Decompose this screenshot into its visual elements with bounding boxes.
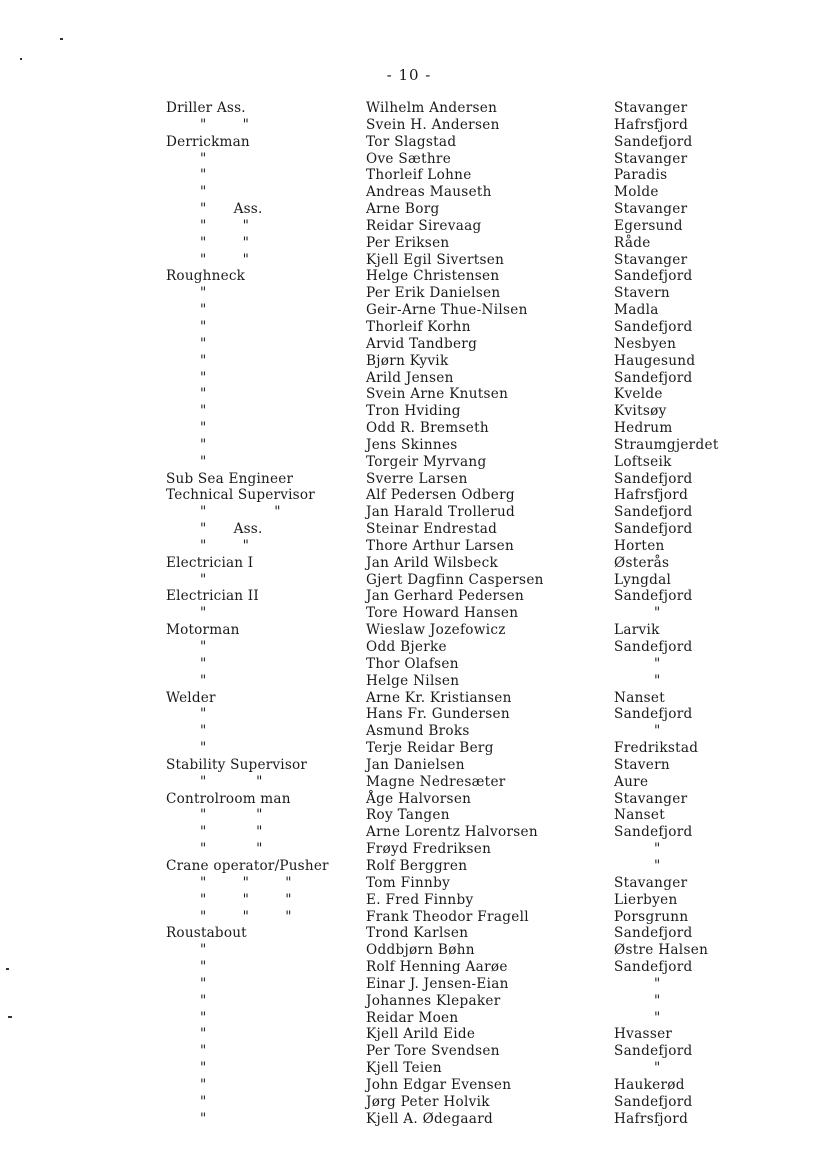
roster-role: ": [200, 150, 207, 167]
roster-place: Haukerød: [614, 1076, 685, 1093]
roster-name: Tor Slagstad: [366, 133, 457, 150]
roster-place: Sandefjord: [614, 588, 693, 605]
roster-role: " ": [200, 234, 250, 251]
roster-place: Sandefjord: [614, 318, 693, 335]
roster-name: Frank Theodor Fragell: [366, 908, 529, 925]
roster-role: " ": [200, 217, 250, 234]
roster-place: ": [654, 992, 661, 1009]
roster-row: [0, 134, 818, 151]
roster-place: Råde: [614, 234, 651, 251]
roster-role: ": [200, 1060, 207, 1077]
roster-place: Madla: [614, 302, 659, 319]
roster-place: Lierbyen: [614, 891, 678, 908]
scan-speck: [60, 38, 63, 40]
roster-role: ": [200, 655, 207, 672]
roster-place: Sandefjord: [614, 133, 693, 150]
roster-row: [0, 622, 818, 639]
roster-place: Sandefjord: [614, 268, 693, 285]
roster-role: ": [200, 571, 207, 588]
roster-role: Crane operator/Pusher: [166, 857, 329, 874]
roster-place: Nanset: [614, 807, 666, 824]
roster-role: ": [200, 706, 207, 723]
roster-row: [0, 706, 818, 723]
roster-name: Magne Nedresæter: [366, 773, 506, 790]
roster-role: Sub Sea Engineer: [166, 470, 294, 487]
roster-row: [0, 235, 818, 252]
roster-place: Hafrsfjord: [614, 1110, 689, 1127]
roster-role: Roughneck: [166, 268, 246, 285]
roster-role: ": [200, 184, 207, 201]
roster-place: Lyngdal: [614, 571, 672, 588]
roster-row: [0, 353, 818, 370]
roster-role: ": [200, 352, 207, 369]
roster-name: Kjell A. Ødegaard: [366, 1110, 493, 1127]
roster-name: Thorleif Lohne: [366, 167, 472, 184]
roster-row: [0, 504, 818, 521]
roster-name: Odd R. Bremseth: [366, 420, 489, 437]
roster-row: [0, 1060, 818, 1077]
roster-role: " " ": [200, 874, 292, 891]
roster-role: " ": [200, 824, 263, 841]
roster-name: Kjell Teien: [366, 1060, 442, 1077]
roster-role: " ": [200, 537, 250, 554]
roster-role: ": [200, 605, 207, 622]
roster-row: [0, 167, 818, 184]
roster-role: ": [200, 1026, 207, 1043]
roster-role: Controlroom man: [166, 790, 291, 807]
roster-row: [0, 521, 818, 538]
roster-name: Per Tore Svendsen: [366, 1043, 500, 1060]
roster-place: Sandefjord: [614, 959, 693, 976]
roster-name: Wilhelm Andersen: [366, 100, 498, 116]
roster-place: Stavanger: [614, 201, 688, 218]
roster-place: Porsgrunn: [614, 908, 689, 925]
roster-place: Stavanger: [614, 790, 688, 807]
roster-place: ": [654, 857, 661, 874]
roster-row: [0, 201, 818, 218]
roster-name: Svein H. Andersen: [366, 116, 500, 133]
roster-name: Åge Halvorsen: [366, 790, 472, 807]
roster-row: [0, 588, 818, 605]
roster-place: Sandefjord: [614, 369, 693, 386]
roster-place: Sandefjord: [614, 470, 693, 487]
roster-place: ": [654, 841, 661, 858]
roster-name: Kjell Egil Sivertsen: [366, 251, 505, 268]
roster-row: [0, 909, 818, 926]
roster-row: [0, 1111, 818, 1128]
roster-place: Hafrsfjord: [614, 487, 689, 504]
roster-place: Sandefjord: [614, 504, 693, 521]
scan-speck: [20, 58, 22, 60]
roster-name: Tron Hviding: [366, 403, 461, 420]
roster-name: Svein Arne Knutsen: [366, 386, 509, 403]
roster-row: [0, 302, 818, 319]
roster-row: [0, 184, 818, 201]
roster-role: ": [200, 318, 207, 335]
roster-name: Tom Finnby: [366, 874, 451, 891]
roster-place: Hafrsfjord: [614, 116, 689, 133]
roster-place: Haugesund: [614, 352, 696, 369]
roster-place: ": [654, 672, 661, 689]
roster-row: [0, 100, 818, 117]
roster-row: [0, 555, 818, 572]
roster-name: Per Eriksen: [366, 234, 450, 251]
roster-row: [0, 572, 818, 589]
roster-name: Bjørn Kyvik: [366, 352, 449, 369]
roster-place: Straumgjerdet: [614, 436, 719, 453]
roster-name: Geir-Arne Thue-Nilsen: [366, 302, 528, 319]
roster-place: ": [654, 1060, 661, 1077]
roster-role: ": [200, 1110, 207, 1127]
roster-row: [0, 656, 818, 673]
roster-role: " ": [200, 773, 263, 790]
roster-name: Rolf Henning Aarøe: [366, 959, 508, 976]
roster-row: [0, 336, 818, 353]
roster-place: Kvelde: [614, 386, 663, 403]
roster-place: ": [654, 975, 661, 992]
roster-row: [0, 117, 818, 134]
roster-role: " ": [200, 504, 281, 521]
roster-name: Arne Kr. Kristiansen: [366, 689, 512, 706]
roster-place: Kvitsøy: [614, 403, 667, 420]
roster-place: Stavern: [614, 756, 670, 773]
roster-row: [0, 858, 818, 875]
roster-role: ": [200, 672, 207, 689]
roster-name: Einar J. Jensen-Eian: [366, 975, 509, 992]
roster-place: Stavanger: [614, 874, 688, 891]
roster-row: [0, 807, 818, 824]
roster-row: [0, 774, 818, 791]
roster-row: [0, 1094, 818, 1111]
roster-name: John Edgar Evensen: [366, 1076, 512, 1093]
roster-row: [0, 454, 818, 471]
roster-row: [0, 925, 818, 942]
roster-name: Arne Borg: [366, 201, 440, 218]
roster-row: [0, 841, 818, 858]
roster-place: ": [654, 1009, 661, 1026]
roster-row: [0, 252, 818, 269]
roster-row: [0, 471, 818, 488]
roster-place: Loftseik: [614, 453, 672, 470]
roster-name: Andreas Mauseth: [366, 184, 492, 201]
roster-row: [0, 605, 818, 622]
roster-row: [0, 892, 818, 909]
roster-name: Jan Arild Wilsbeck: [366, 554, 499, 571]
roster-name: Alf Pedersen Odberg: [366, 487, 515, 504]
roster-role: Motorman: [166, 622, 240, 639]
roster-role: " Ass.: [200, 521, 263, 538]
roster-role: ": [200, 386, 207, 403]
roster-name: Roy Tangen: [366, 807, 450, 824]
roster-row: [0, 942, 818, 959]
roster-place: Sandefjord: [614, 1093, 693, 1110]
roster-name: Terje Reidar Berg: [366, 740, 494, 757]
roster-row: [0, 268, 818, 285]
roster-role: " Ass.: [200, 201, 263, 218]
roster-role: ": [200, 959, 207, 976]
roster-place: Sandefjord: [614, 639, 693, 655]
roster-place: Molde: [614, 184, 659, 201]
roster-row: [0, 791, 818, 808]
roster-name: Gjert Dagfinn Caspersen: [366, 571, 544, 588]
roster-name: Johannes Klepaker: [366, 992, 501, 1009]
roster-role: " " ": [200, 891, 292, 908]
roster-name: Arild Jensen: [366, 369, 454, 386]
roster-place: Fredrikstad: [614, 740, 699, 757]
scan-speck: [8, 1016, 12, 1018]
roster-role: ": [200, 740, 207, 757]
roster-row: [0, 386, 818, 403]
roster-row: [0, 673, 818, 690]
roster-row: [0, 1010, 818, 1027]
roster-row: [0, 875, 818, 892]
roster-role: ": [200, 403, 207, 420]
roster-role: " ": [200, 841, 263, 858]
roster-place: ": [654, 723, 661, 740]
roster-role: Electrician I: [166, 554, 254, 571]
roster-row: [0, 740, 818, 757]
roster-place: Egersund: [614, 217, 683, 234]
roster-role: Driller Ass.: [166, 100, 246, 116]
roster-name: Kjell Arild Eide: [366, 1026, 476, 1043]
roster-row: [0, 824, 818, 841]
roster-place: Stavanger: [614, 251, 688, 268]
roster-row: [0, 437, 818, 454]
roster-role: ": [200, 302, 207, 319]
roster-name: Rolf Berggren: [366, 857, 468, 874]
roster-row: [0, 690, 818, 707]
roster-role: Technical Supervisor: [166, 487, 315, 504]
roster-name: Steinar Endrestad: [366, 521, 498, 538]
roster-name: Frøyd Fredriksen: [366, 841, 492, 858]
roster-place: Østre Halsen: [614, 942, 709, 959]
roster-place: Larvik: [614, 622, 660, 639]
roster-place: Sandefjord: [614, 706, 693, 723]
roster-name: Jan Harald Trollerud: [366, 504, 516, 521]
roster-role: ": [200, 992, 207, 1009]
roster-name: Reidar Sirevaag: [366, 217, 482, 234]
roster-place: Hedrum: [614, 420, 673, 437]
roster-role: ": [200, 723, 207, 740]
roster-place: Nesbyen: [614, 335, 677, 352]
roster-row: [0, 285, 818, 302]
roster-row: [0, 538, 818, 555]
roster-role: ": [200, 1009, 207, 1026]
roster-role: ": [200, 369, 207, 386]
roster-role: ": [200, 167, 207, 184]
roster-name: Oddbjørn Bøhn: [366, 942, 475, 959]
roster-role: Stability Supervisor: [166, 756, 308, 773]
roster-role: ": [200, 1093, 207, 1110]
page-number: - 10 -: [386, 66, 432, 84]
roster-row: [0, 1077, 818, 1094]
roster-name: Sverre Larsen: [366, 470, 468, 487]
roster-role: Roustabout: [166, 925, 247, 942]
roster-place: Sandefjord: [614, 1043, 693, 1060]
roster-role: ": [200, 975, 207, 992]
roster-row: [0, 976, 818, 993]
roster-role: " ": [200, 251, 250, 268]
roster-name: E. Fred Finnby: [366, 891, 474, 908]
roster-place: Stavern: [614, 285, 670, 302]
roster-name: Helge Nilsen: [366, 672, 460, 689]
roster-row: [0, 420, 818, 437]
roster-role: Welder: [166, 689, 216, 706]
roster-row: [0, 993, 818, 1010]
crew-roster: [0, 100, 818, 1127]
roster-name: Helge Christensen: [366, 268, 500, 285]
roster-row: [0, 370, 818, 387]
roster-place: Sandefjord: [614, 521, 693, 538]
roster-role: Derrickman: [166, 133, 250, 150]
roster-place: Sandefjord: [614, 824, 693, 841]
roster-row: [0, 723, 818, 740]
roster-role: ": [200, 1076, 207, 1093]
roster-place: Stavanger: [614, 100, 688, 116]
roster-name: Thorleif Korhn: [366, 318, 471, 335]
roster-row: [0, 151, 818, 168]
roster-row: [0, 757, 818, 774]
roster-name: Jan Danielsen: [366, 756, 465, 773]
roster-place: ": [654, 655, 661, 672]
roster-name: Jens Skinnes: [366, 436, 458, 453]
roster-place: Paradis: [614, 167, 668, 184]
roster-role: ": [200, 942, 207, 959]
roster-row: [0, 218, 818, 235]
roster-role: " ": [200, 116, 250, 133]
roster-name: Jørg Peter Holvik: [366, 1093, 490, 1110]
roster-row: [0, 319, 818, 336]
roster-name: Odd Bjerke: [366, 639, 447, 655]
roster-role: " " ": [200, 908, 292, 925]
roster-place: Østerås: [614, 554, 670, 571]
roster-name: Trond Karlsen: [366, 925, 469, 942]
roster-name: Thor Olafsen: [366, 655, 459, 672]
roster-role: " ": [200, 807, 263, 824]
scan-speck: [6, 968, 9, 970]
roster-row: [0, 959, 818, 976]
roster-name: Ove Sæthre: [366, 150, 452, 167]
roster-name: Per Erik Danielsen: [366, 285, 501, 302]
roster-name: Reidar Moen: [366, 1009, 459, 1026]
roster-role: ": [200, 1043, 207, 1060]
roster-role: ": [200, 285, 207, 302]
roster-role: Electrician II: [166, 588, 259, 605]
roster-place: Stavanger: [614, 150, 688, 167]
roster-place: Horten: [614, 537, 665, 554]
roster-role: ": [200, 639, 207, 655]
roster-row: [0, 403, 818, 420]
roster-role: ": [200, 335, 207, 352]
roster-row: [0, 1043, 818, 1060]
roster-place: Sandefjord: [614, 925, 693, 942]
roster-role: ": [200, 420, 207, 437]
roster-place: Hvasser: [614, 1026, 673, 1043]
roster-role: ": [200, 453, 207, 470]
roster-name: Torgeir Myrvang: [366, 453, 487, 470]
roster-row: [0, 487, 818, 504]
roster-role: ": [200, 436, 207, 453]
roster-name: Arvid Tandberg: [366, 335, 478, 352]
roster-place: ": [654, 605, 661, 622]
roster-name: Arne Lorentz Halvorsen: [366, 824, 538, 841]
roster-place: Aure: [614, 773, 649, 790]
roster-name: Asmund Broks: [366, 723, 470, 740]
roster-name: Thore Arthur Larsen: [366, 537, 515, 554]
roster-name: Jan Gerhard Pedersen: [366, 588, 525, 605]
roster-name: Hans Fr. Gundersen: [366, 706, 510, 723]
roster-row: [0, 639, 818, 656]
roster-name: Wieslaw Jozefowicz: [366, 622, 506, 639]
roster-name: Tore Howard Hansen: [366, 605, 519, 622]
roster-row: [0, 1026, 818, 1043]
roster-place: Nanset: [614, 689, 666, 706]
